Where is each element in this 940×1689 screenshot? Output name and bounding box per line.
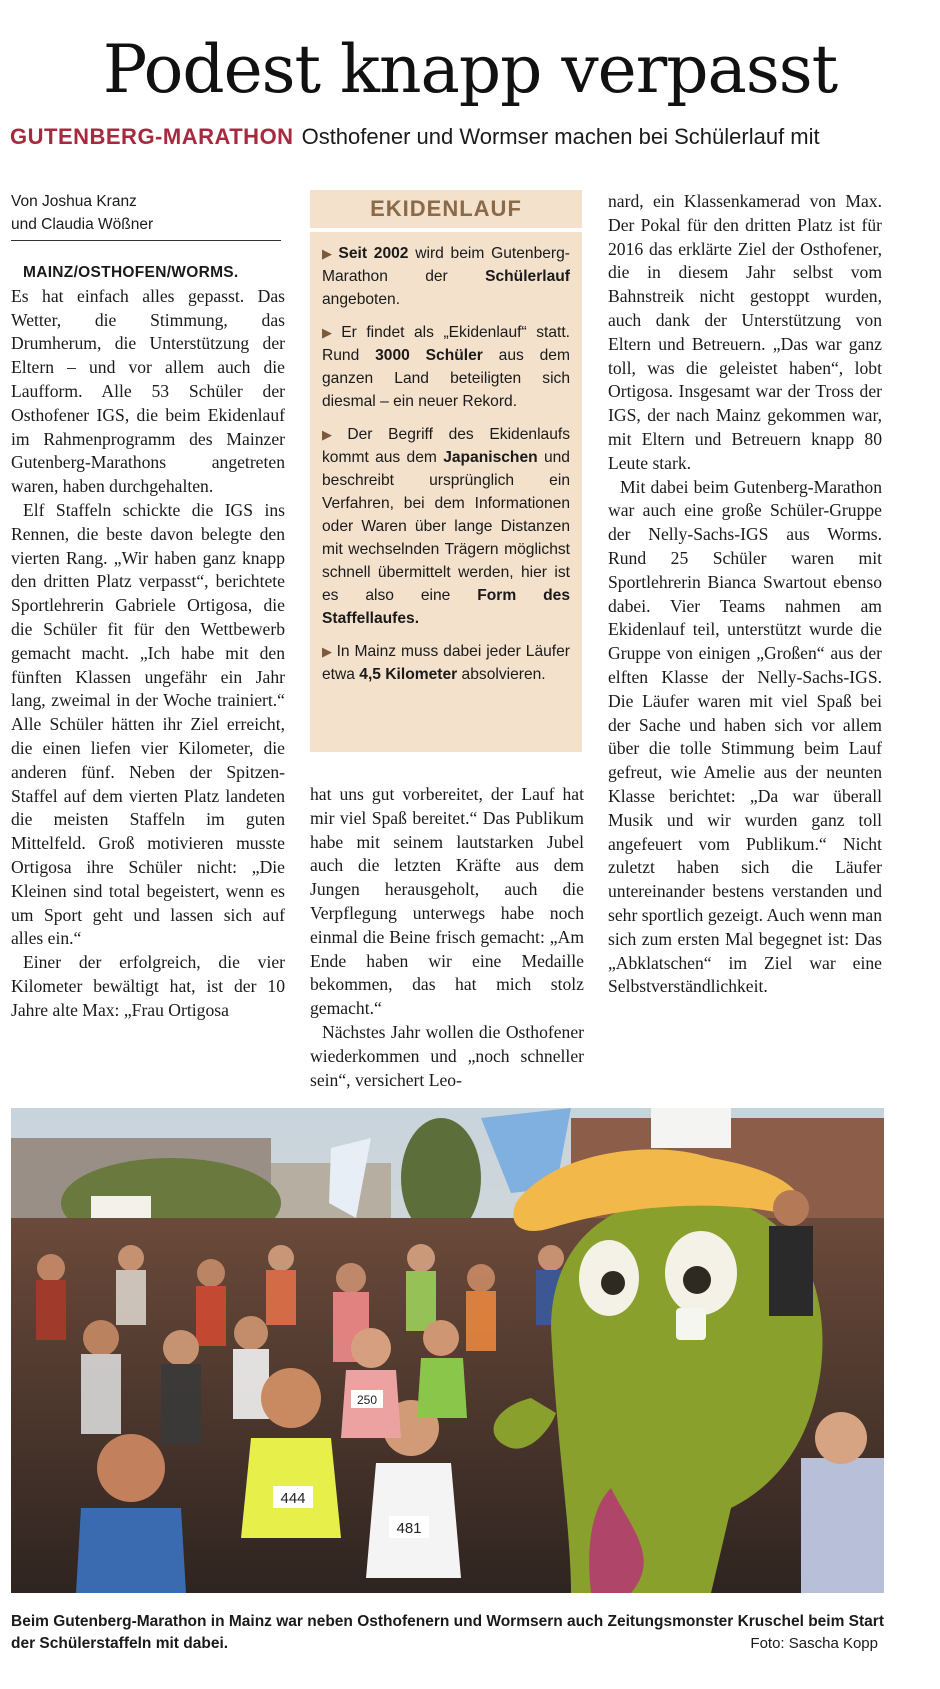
arrow-right-icon: ▶ <box>322 644 333 659</box>
article-column-1 <box>11 261 285 1023</box>
bib-number: 481 <box>396 1520 422 1537</box>
kicker-topic: GUTENBERG-MARATHON <box>10 124 294 149</box>
photo-kids-race-start <box>11 1108 884 1593</box>
info-item: ▶ In Mainz muss dabei jeder Läufer etwa 4,5 Kilometer absolvieren. <box>322 643 570 683</box>
photo-credit: Foto: Sascha Kopp <box>750 1635 878 1652</box>
kicker-subline: Osthofener und Wormser machen bei Schülerlauf mit <box>301 124 820 149</box>
article-column-2 <box>310 783 584 1092</box>
byline-author-1: Von Joshua Kranz <box>11 193 137 210</box>
byline-author-2: und Claudia Wößner <box>11 216 154 233</box>
arrow-right-icon: ▶ <box>322 427 344 442</box>
info-item: ▶ Der Begriff des Ekidenlaufs kommt aus dem Japanischen und beschreibt ursprünglich ein Verfahren, bei dem Informationen oder Waren über lange Distanzen mit wechselnden Trägern möglichst schnell übermittelt werden, hier ist es also eine Form des Staffellaufes. <box>322 426 571 627</box>
kicker <box>10 124 930 150</box>
paragraph: Mit dabei beim Gutenberg-Marathon war auch eine große Schüler-Gruppe der Nelly-Sachs-IGS aus Worms. Rund 25 Schüler waren mit Sportlehrerin Bianca Swartout ebenso dabei. Vier Teams nahmen am Ekidenlauf teil, unterstützt wurde die Gruppe von einigen „Großen“ aus der elften Klasse der Nelly-Sachs-IGS. Die Läufer waren mit viel Spaß bei der Sache und haben sich vor allem über die tolle Stimmung beim Lauf gefreut, wie Amelie aus der neunten Klasse berichtet: „Da war überall Musik und wir wurden ganz toll angefeuert vom Publikum.“ Nicht zuletzt haben sich die Läufer untereinander bestens verstanden und sehr sportlich gezeigt. Auch wenn man sich zum ersten Mal begegnet ist: Das „Abklatschen“ im Ziel war eine Selbstverständlichkeit. <box>608 476 882 997</box>
paragraph: Es hat einfach alles gepasst. Das Wetter, die Stimmung, das Drumherum, die Unterstützung der Eltern – und vor allem auch die Laufform. Alle 53 Schüler der Osthofener IGS, die beim Ekidenlauf im Rahmenprogramm des Mainzer Gutenberg-Marathons angetreten waren, haben durchgehalten. <box>11 285 285 497</box>
photo-caption: Beim Gutenberg-Marathon in Mainz war neben Osthofenern und Wormsern auch Zeitungsmonster Kruschel beim Start der Schülerstaffeln mit dabei. <box>11 1613 884 1652</box>
info-item: ▶ Er findet als „Ekidenlauf“ statt. Rund 3000 Schüler aus dem ganzen Land beteiligten sich diesmal – ein neuer Rekord. <box>322 324 571 410</box>
byline <box>11 190 281 241</box>
dateline: MAINZ/OSTHOFEN/WORMS. <box>23 264 239 281</box>
paragraph: hat uns gut vorbereitet, der Lauf hat mir viel Spaß bereitet.“ Das Publikum habe mit seinem lautstarken Jubel auch die letzten Kräfte aus dem Jungen herausgeholt, auch die Verpflegung unterwegs habe noch einmal die Beine frisch gemacht: „Am Ende haben wir eine Medaille bekommen, das hat mich stolz gemacht.“ <box>310 784 584 1019</box>
headline: Podest knapp verpasst <box>102 31 838 108</box>
bib-number: 444 <box>280 1490 306 1507</box>
info-box-heading: EKIDENLAUF <box>310 190 582 232</box>
paragraph: Elf Staffeln schickte die IGS ins Rennen, die beste davon belegte den vierten Rang. „Wir haben ganz knapp den dritten Platz verpasst“, berichtete Sportlehrerin Gabriele Ortigosa, die die Schüler fit für den Wettbewerb gemacht macht. „Ich habe mit den fünften Klassen ungefähr ein Jahr lang, zweimal in der Woche trainiert.“ Alle Schüler hätten ihr Ziel erreicht, die einen liefen vier Kilometer, die anderen fünf. Neben der Spitzen-Staffel auf dem vierten Platz landeten die meisten Staffeln im guten Mittelfeld. Groß motivieren musste Ortigosa ihre Schüler nicht: „Die Kleinen sind total begeistert, wenn es um Sport geht und lassen sich auf alles ein.“ <box>11 499 285 949</box>
info-box-ekidenlauf <box>310 190 582 752</box>
info-item: ▶ Seit 2002 wird beim Gutenberg-Marathon der Schülerlauf angeboten. <box>322 245 570 308</box>
paragraph: nard, ein Klassenkamerad von Max. Der Pokal für den dritten Platz ist für 2016 das erklärte Ziel der Osthofener, die in diesem Jahr selbst vom Bahnstreik nicht gestoppt wurden, auch dank der Unterstützung von Eltern und Betreuern. „Das war ganz toll, was die geleistet haben“, lobt Ortigosa. Insgesamt war der Tross der IGS, der nach Mainz gekommen war, mit Eltern und Betreuern knapp 80 Leute stark. <box>608 191 882 473</box>
arrow-right-icon: ▶ <box>322 246 335 261</box>
arrow-right-icon: ▶ <box>322 325 338 340</box>
paragraph: Nächstes Jahr wollen die Osthofener wiederkommen und „noch schneller sein“, versichert Leo- <box>310 1021 584 1090</box>
paragraph: Einer der erfolgreich, die vier Kilometer bewältigt hat, ist der 10 Jahre alte Max: „Frau Ortigosa <box>11 952 285 1020</box>
article-column-3 <box>608 190 882 999</box>
bib-number: 250 <box>356 1393 378 1407</box>
